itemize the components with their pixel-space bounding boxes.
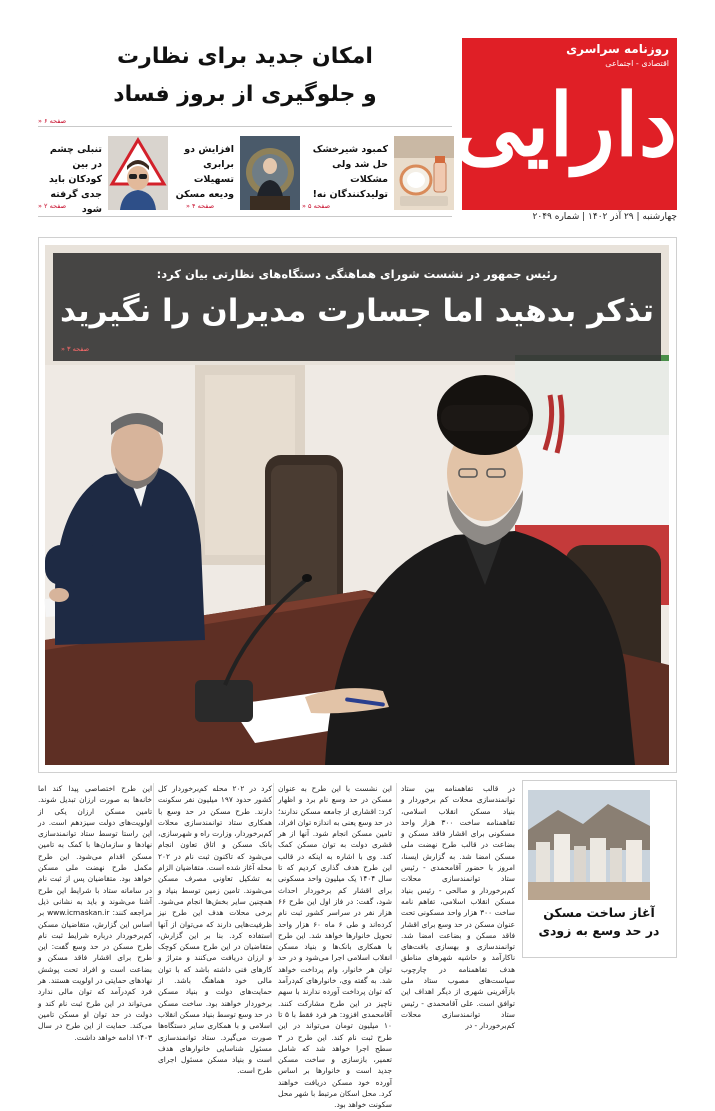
column-divider — [396, 783, 397, 959]
article-column-4-text: این طرح اختصاصی پیدا کند اما خانه‌ها به صورت ارزان تبدیل شوند. تامین مسکن ارزان یکی از اولویت‌های دولت سیزدهم است. در این راستا توسط ستاد توانمندسازی نهادها و سازمان‌ها با کمک به تامین مسکن اقدام می‌شود. این طرح مکمل طرح نهضت ملی مسکن خواهد بود. متقاضیان پس از ثبت نام در سامانه ستاد با شرایط این طرح آشنا می‌شوند و باید به نشانی ذیل مراجعه کنند: — [38, 784, 152, 918]
masthead-subtitle: روزنامه سراسری — [566, 42, 669, 56]
top-headline-line-1: امکان جدید برای نظارت — [117, 44, 373, 69]
teaser-formula-page-ref[interactable]: صفحه ۵ « — [302, 202, 330, 210]
teaser-formula-title: کمبود شیرخشک حل شد ولی مشکلات تولیدکنندگان نه! — [312, 144, 388, 200]
dateline: چهارشنبه | ۲۹ آذر ۱۴۰۲ | شماره ۲۰۴۹ — [532, 212, 677, 222]
article-column-2: این نشست با این طرح به عنوان مسکن در حد وسع نام برد و اظهار کرد: اقشاری از جامعه مسکن ندارند؛ در حد وسع یعنی به اندازه توان افراد، تامین مسکن انجام شود. آنها از هر قشری دولت به توان مسکن کمک کند. وی با اشاره به اینکه در قالب این طرح هدف گذاری کردیم که تا سال ۱۴۰۴ یک میلیون واحد مسکونی برای اقشار کم برخوردار احداث شود، گفت: در فاز اول این طرح ۶۶ هزار نفر در سراسر کشور ثبت نام کرده‌اند و طی ۶ ماه ۶۰ هزار واحد تحویل خانوارها خواهد شد. این طرح با همکاری بانک‌ها و بنیاد مسکن انقلاب اسلامی اجرا می‌شود و در حد توان هر خانوار، وام پرداخت خواهد شد. به گفته وی، خانوارهای کم‌درآمد که توان پرداخت آورده ندارند با سهم ناچیز در این طرح مشارکت کنند. آقامحمدی افزود: هر فرد فقط با ۵ تا ۱۰ میلیون تومان می‌تواند در این طرح ثبت نام کند. این طرح در ۳ سطح اجرا خواهد شد که شامل تعمیر، بازسازی و ساخت مسکن جدید است و خانوارها بر اساس آورده خود مسکن دریافت خواهند کرد. محل اسکان مرتبط با شهر محل سکونت خواهد بود. — [278, 784, 393, 1110]
teaser-eye-image — [108, 136, 168, 210]
article-column-4-tail: بر اساس این گزارش، متقاضیان مسکن کم‌برخوردار درباره شرایط ثبت نام طرح مسکن در حد وسع گفت: این طرح برای اقشار فاقد مسکن و بضاعت است و افراد تحت پوشش نهادهای حمایتی در اولویت هستند. هر فرد کم‌درآمد که توان مالی ندارد می‌تواند در این طرح ثبت نام کند و دولت در حد توان او مسکن تامین می‌کند. حمایت از این طرح در سال ۱۴۰۳ ادامه خواهد داشت. — [38, 908, 152, 1042]
column-divider — [153, 783, 154, 959]
side-story-title-line-1: آغاز ساخت مسکن — [543, 905, 655, 920]
teaser-housing[interactable] — [172, 136, 324, 212]
hero-kicker: رئیس جمهور در نشست شورای هماهنگی دستگاه‌های نظارتی بیان کرد: — [156, 267, 558, 281]
teaser-formula[interactable] — [302, 136, 454, 212]
teaser-housing-image — [240, 136, 300, 210]
teaser-housing-title: افزایش دو برابری تسهیلات ودیعه مسکن — [175, 144, 234, 200]
side-story-title-line-2: در حد وسع به زودی — [538, 923, 660, 938]
hero-page-ref[interactable]: صفحه ۳ « — [61, 345, 89, 353]
teaser-formula-image — [394, 136, 454, 210]
masthead-subtitle-2: اقتصادی - اجتماعی — [605, 59, 669, 68]
article-column-3: کرد در ۲۰۲ محله کم‌برخوردار کل کشور حدود ۱۹۷ میلیون نفر سکونت دارند. طرح مسکن در حد وسع با همکاری ستاد توانمندسازی محلات کم‌برخوردار، وزارت راه و شهرسازی، بانک مسکن و اتاق تعاون انجام می‌شود که تاکنون ثبت نام در ۲۰۲ محله آغاز شده است. متقاضیان الزام به تشکیل تعاونی مصرف مسکن می‌شوند. تامین زمین توسط بنیاد و همچنین سایر بخش‌ها انجام می‌شود. برخی محلات هدف این طرح نیز ظرفیت‌هایی دارند که می‌توان از آنها استفاده کرد. بنا بر این گزارش، متقاضیان در این طرح مسکن کوچک و ارزان دریافت می‌کنند و متراژ و کارهای فنی داشته باشد که با توان مالی خود هماهنگ باشد. از حمایت‌های دولت و بنیاد مسکن برخوردار خواهند بود. ساخت مسکن در حد وسع توسط بنیاد مسکن انقلاب اسلامی و با همکاری سایر دستگاه‌ها صورت می‌گیرد. ستاد توانمندسازی مسئول شناسایی خانوارهای هدف است و بنیاد مسکن مسئول اجرای طرح است. — [158, 784, 272, 1076]
teaser-eye[interactable] — [38, 136, 168, 215]
top-headline-page-ref[interactable]: صفحه ۶ « — [38, 117, 66, 125]
masthead — [453, 38, 677, 210]
article-column-4 — [38, 783, 152, 1042]
newspaper-logo: دارایی — [453, 75, 677, 176]
divider — [38, 126, 452, 127]
website-link[interactable]: www.icmaskan.ir — [47, 908, 110, 918]
side-story-image — [528, 790, 650, 900]
teaser-eye-title: تنبلی چشم در بین کودکان باید جدی گرفته شود — [48, 144, 102, 215]
divider — [38, 216, 452, 217]
top-headline-line-2: و جلوگیری از بروز فساد — [113, 82, 377, 107]
teaser-housing-page-ref[interactable]: صفحه ۴ « — [186, 202, 214, 210]
top-headline[interactable] — [40, 38, 450, 114]
hero-title: تذکر بدهید اما جسارت مدیران را نگیرید — [60, 293, 654, 329]
hero-headline-band[interactable] — [53, 253, 661, 361]
article-column-1: در قالب تفاهمنامه بین ستاد توانمندسازی محلات کم برخوردار و بنیاد مسکن انقلاب اسلامی، تفاهمنامه ساخت ۳۰۰ هزار واحد مسکونی برای اقشار فاقد مسکن و بضاعت در قالب طرح نهضت ملی مسکن امضا شد. به گزارش ایسنا، امروز با حضور آقامحمدی - رئیس ستاد توانمندسازی محلات کم‌برخوردار و صالحی - رئیس بنیاد مسکن انقلاب اسلامی، تفاهم نامه ساخت ۳۰۰ هزار واحد مسکونی تحت عنوان مسکن در حد وسع برای اقشار فاقد مسکن و بضاعت امضا شد. توانمندسازی و بهسازی بافت‌های ناکارآمد و حاشیه شهرهای مناطق هدف تفاهمنامه در چارچوب سیاست‌های مصوب ستاد ملی بازآفرینی شهری از دیگر اهداف این توافق است. علی آقامحمدی - رئیس ستاد توانمندسازی محلات کم‌برخوردار - در — [401, 784, 515, 1031]
teaser-eye-page-ref[interactable]: صفحه ۲ « — [38, 202, 66, 210]
side-story-title — [526, 904, 672, 940]
column-divider — [273, 783, 274, 959]
